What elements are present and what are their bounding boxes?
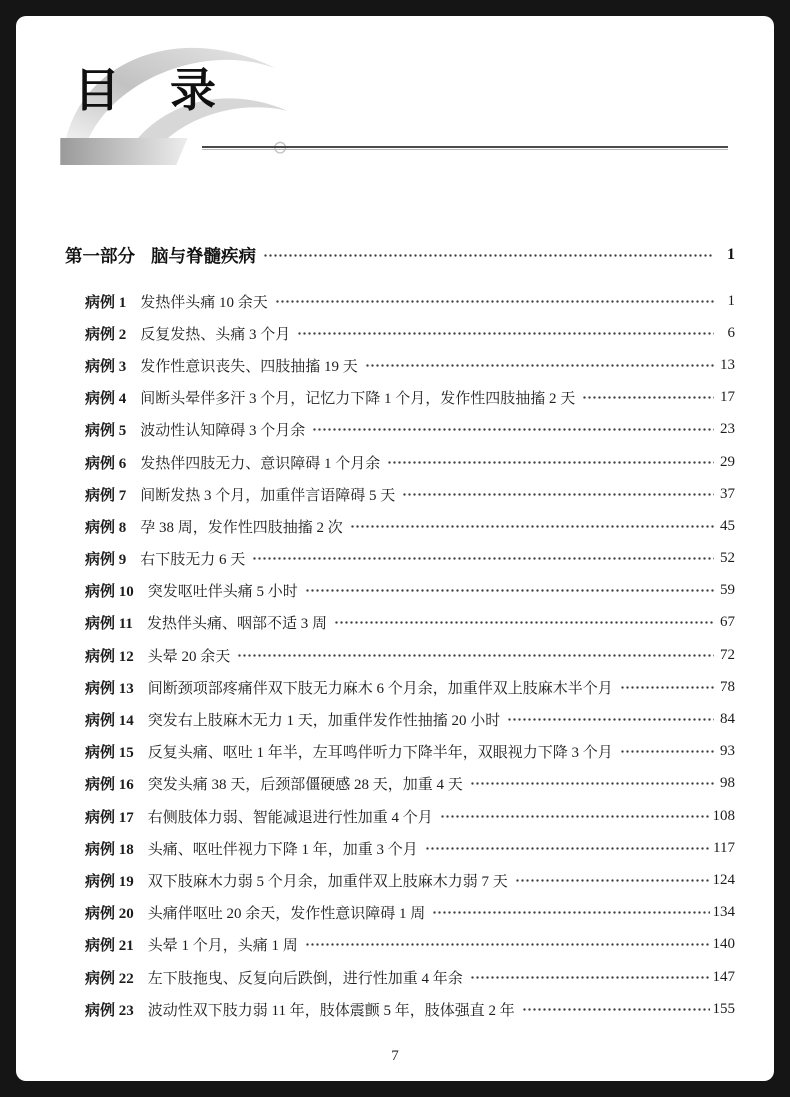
- entry-title: 头痛伴呕吐 20 余天，发作性意识障碍 1 周: [147, 906, 426, 923]
- toc-entry-row: [85, 607, 735, 639]
- toc-entry-row: [85, 478, 735, 510]
- header-rule-dark-line: [202, 146, 728, 148]
- dot-leader: [470, 961, 710, 993]
- toc-list: [65, 285, 735, 1025]
- entry-page-number: 23: [720, 421, 735, 438]
- dot-leader: [620, 736, 714, 768]
- entry-title: 间断头晕伴多汗 3 个月，记忆力下降 1 个月，发作性四肢抽搐 2 天: [140, 391, 576, 408]
- dot-leader: [620, 671, 714, 703]
- entry-page-number: 117: [713, 839, 735, 856]
- entry-page-number: 155: [712, 1000, 735, 1017]
- entry-page-number: 6: [727, 324, 735, 341]
- entry-title: 反复发热、头痛 3 个月: [140, 326, 291, 343]
- entry-title: 左下肢拖曳、反复向后跌倒，进行性加重 4 年余: [147, 970, 463, 987]
- dot-leader: [522, 993, 710, 1025]
- entry-page-number: 72: [720, 646, 735, 663]
- folio-page-number: 7: [391, 1048, 399, 1064]
- section-page-number: 1: [727, 246, 735, 263]
- entry-page-number: 124: [712, 871, 735, 888]
- entry-page-number: 98: [720, 775, 735, 792]
- entry-label: 病例 16: [85, 777, 134, 794]
- toc-entry-row: [85, 543, 735, 575]
- entry-title: 突发呕吐伴头痛 5 小时: [147, 584, 298, 601]
- entry-page-number: 17: [720, 389, 735, 406]
- toc-entry-row: [85, 703, 735, 735]
- entry-page-number: 84: [720, 711, 735, 728]
- dot-leader: [312, 414, 714, 446]
- entry-label: 病例 8: [85, 519, 127, 536]
- entry-title: 波动性认知障碍 3 个月余: [140, 423, 306, 440]
- toc-body: [16, 238, 774, 1025]
- entry-title: 孕 38 周，发作性四肢抽搐 2 次: [140, 519, 343, 536]
- entry-label: 病例 19: [85, 873, 134, 890]
- entry-label: 病例 9: [85, 552, 127, 569]
- entry-title: 右侧肢体力弱、智能减退进行性加重 4 个月: [147, 809, 433, 826]
- entry-label: 病例 21: [85, 938, 134, 955]
- dot-leader: [387, 446, 714, 478]
- entry-label: 病例 14: [85, 713, 134, 730]
- entry-label: 病例 11: [85, 616, 133, 633]
- entry-page-number: 93: [720, 743, 735, 760]
- entry-title: 间断颈项部疼痛伴双下肢无力麻木 6 个月余，加重伴双上肢麻木半个月: [147, 680, 613, 697]
- dot-leader: [252, 543, 714, 575]
- toc-entry-row: [85, 993, 735, 1025]
- dot-leader: [334, 607, 714, 639]
- entry-label: 病例 10: [85, 584, 134, 601]
- toc-entry-row: [85, 349, 735, 381]
- dot-leader: [515, 864, 710, 896]
- dot-leader: [365, 349, 714, 381]
- entry-page-number: 37: [720, 485, 735, 502]
- entry-title: 发作性意识丧失、四肢抽搐 19 天: [140, 358, 358, 375]
- toc-header: [16, 16, 774, 156]
- entry-title: 突发头痛 38 天，后颈部僵硬感 28 天，加重 4 天: [147, 777, 463, 794]
- dot-leader: [582, 382, 714, 414]
- toc-entry-row: [85, 639, 735, 671]
- section-heading-row: [65, 238, 735, 272]
- toc-entry-row: [85, 510, 735, 542]
- toc-entry-row: [85, 768, 735, 800]
- toc-entry-row: [85, 961, 735, 993]
- entry-title: 右下肢无力 6 天: [140, 552, 246, 569]
- header-rule-light-line: [202, 149, 728, 150]
- dot-leader: [507, 703, 714, 735]
- entry-label: 病例 22: [85, 970, 134, 987]
- page-footer: [16, 1048, 774, 1065]
- dot-leader: [263, 238, 714, 272]
- entry-title: 头晕 1 个月，头痛 1 周: [147, 938, 298, 955]
- entry-label: 病例 3: [85, 358, 127, 375]
- entry-label: 病例 18: [85, 841, 134, 858]
- dot-leader: [402, 478, 714, 510]
- dot-leader: [275, 285, 714, 317]
- entry-page-number: 59: [720, 582, 735, 599]
- entry-page-number: 29: [720, 453, 735, 470]
- toc-entry-row: [85, 800, 735, 832]
- entry-page-number: 45: [720, 517, 735, 534]
- entry-page-number: 1: [727, 292, 735, 309]
- toc-entry-row: [85, 317, 735, 349]
- entry-label: 病例 7: [85, 487, 127, 504]
- entry-label: 病例 2: [85, 326, 127, 343]
- dot-leader: [440, 800, 710, 832]
- dot-leader: [305, 929, 710, 961]
- entry-title: 突发右上肢麻木无力 1 天，加重伴发作性抽搐 20 小时: [147, 713, 501, 730]
- section-label: 第一部分: [65, 245, 135, 266]
- page-title: 目 录: [74, 64, 218, 116]
- entry-title: 波动性双下肢力弱 11 年，肢体震颤 5 年，肢体强直 2 年: [147, 1002, 515, 1019]
- entry-title: 双下肢麻木力弱 5 个月余，加重伴双上肢麻木力弱 7 天: [147, 873, 508, 890]
- section-title: 脑与脊髓疾病: [151, 245, 256, 266]
- dot-leader: [432, 897, 709, 929]
- toc-entry-row: [85, 736, 735, 768]
- dot-leader: [350, 510, 714, 542]
- entry-label: 病例 6: [85, 455, 127, 472]
- entry-title: 头晕 20 余天: [147, 648, 231, 665]
- entry-label: 病例 5: [85, 423, 127, 440]
- dot-leader: [305, 575, 714, 607]
- entry-title: 头痛、呕吐伴视力下降 1 年，加重 3 个月: [147, 841, 418, 858]
- entry-title: 发热伴头痛、咽部不适 3 周: [146, 616, 327, 633]
- entry-page-number: 13: [720, 356, 735, 373]
- entry-page-number: 67: [720, 614, 735, 631]
- entry-page-number: 134: [712, 904, 735, 921]
- toc-entry-row: [85, 414, 735, 446]
- entry-label: 病例 17: [85, 809, 134, 826]
- entry-page-number: 78: [720, 678, 735, 695]
- dot-leader: [425, 832, 710, 864]
- entry-label: 病例 15: [85, 745, 134, 762]
- entry-label: 病例 4: [85, 391, 127, 408]
- entry-page-number: 108: [712, 807, 735, 824]
- toc-entry-row: [85, 671, 735, 703]
- entry-title: 发热伴四肢无力、意识障碍 1 个月余: [140, 455, 381, 472]
- entry-label: 病例 20: [85, 906, 134, 923]
- toc-entry-row: [85, 446, 735, 478]
- entry-label: 病例 1: [85, 294, 127, 311]
- entry-title: 间断发热 3 个月，加重伴言语障碍 5 天: [140, 487, 396, 504]
- entry-title: 发热伴头痛 10 余天: [140, 294, 268, 311]
- entry-label: 病例 23: [85, 1002, 134, 1019]
- entry-title: 反复头痛、呕吐 1 年半，左耳鸣伴听力下降半年，双眼视力下降 3 个月: [147, 745, 613, 762]
- entry-page-number: 140: [712, 936, 735, 953]
- dot-leader: [237, 639, 714, 671]
- dot-leader: [297, 317, 714, 349]
- dot-leader: [470, 768, 714, 800]
- header-rule: [202, 146, 728, 152]
- toc-entry-row: [85, 285, 735, 317]
- toc-entry-row: [85, 897, 735, 929]
- entry-page-number: 52: [720, 550, 735, 567]
- entry-page-number: 147: [712, 968, 735, 985]
- toc-entry-row: [85, 832, 735, 864]
- toc-entry-row: [85, 929, 735, 961]
- toc-page: [16, 16, 774, 1081]
- toc-entry-row: [85, 864, 735, 896]
- toc-entry-row: [85, 382, 735, 414]
- entry-label: 病例 13: [85, 680, 134, 697]
- toc-entry-row: [85, 575, 735, 607]
- entry-label: 病例 12: [85, 648, 134, 665]
